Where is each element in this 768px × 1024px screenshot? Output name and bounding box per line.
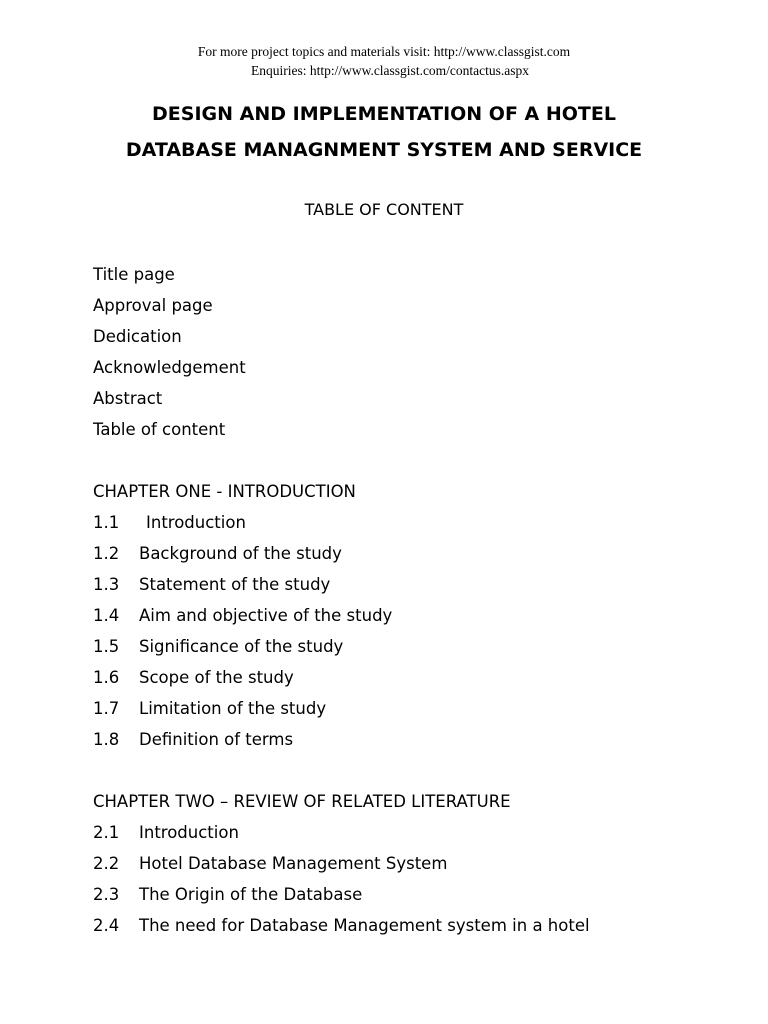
item-number: 2.4 <box>93 916 120 935</box>
page-header <box>0 42 768 80</box>
spacer <box>93 755 733 786</box>
toc-item <box>93 569 733 600</box>
title-line-2: DATABASE MANAGNMENT SYSTEM AND SERVICE <box>125 139 643 161</box>
item-number: 1.4 <box>93 606 120 625</box>
item-number: 1.6 <box>93 668 120 687</box>
chapter-two-heading: CHAPTER TWO – REVIEW OF RELATED LITERATURE <box>93 792 511 811</box>
item-number: 2.2 <box>93 854 120 873</box>
item-number: 2.3 <box>93 885 120 904</box>
item-number: 1.5 <box>93 637 120 656</box>
item-number: 1.2 <box>93 544 120 563</box>
toc-body <box>93 259 733 941</box>
toc-entry: Dedication <box>93 327 182 346</box>
chapter-one-heading: CHAPTER ONE - INTRODUCTION <box>93 482 356 501</box>
toc-item <box>93 631 733 662</box>
item-number: 1.1 <box>93 513 120 532</box>
toc-item <box>93 507 733 538</box>
toc-item <box>93 848 733 879</box>
item-text: Statement of the study <box>139 575 331 594</box>
item-number: 1.7 <box>93 699 120 718</box>
item-text: The need for Database Management system in a hotel <box>139 916 590 935</box>
toc-item <box>93 724 733 755</box>
toc-item <box>93 910 733 941</box>
toc-item <box>93 817 733 848</box>
item-text: Hotel Database Management System <box>139 854 448 873</box>
toc-entry: Abstract <box>93 389 163 408</box>
toc-item <box>93 693 733 724</box>
header-line-enquiries: Enquiries: http://www.classgist.com/contactus.aspx <box>250 63 530 78</box>
toc-heading-text: TABLE OF CONTENT <box>304 200 464 219</box>
toc-item <box>93 662 733 693</box>
toc-entry: Table of content <box>93 420 226 439</box>
item-text: Scope of the study <box>139 668 294 687</box>
toc-item <box>93 538 733 569</box>
item-text: Limitation of the study <box>139 699 327 718</box>
item-text: The Origin of the Database <box>139 885 363 904</box>
toc-item <box>93 600 733 631</box>
item-text: Definition of terms <box>139 730 294 749</box>
item-number: 2.1 <box>93 823 120 842</box>
item-text: Background of the study <box>139 544 342 563</box>
toc-entry: Acknowledgement <box>93 358 246 377</box>
item-number: 1.8 <box>93 730 120 749</box>
item-text: Significance of the study <box>139 637 344 656</box>
item-text: Introduction <box>146 513 246 532</box>
item-text: Introduction <box>139 823 239 842</box>
toc-heading <box>0 200 768 220</box>
toc-item <box>93 879 733 910</box>
item-text: Aim and objective of the study <box>139 606 393 625</box>
document-title <box>0 96 768 168</box>
toc-entry: Approval page <box>93 296 213 315</box>
spacer <box>93 445 733 476</box>
toc-entry: Title page <box>93 265 175 284</box>
item-number: 1.3 <box>93 575 120 594</box>
title-line-1: DESIGN AND IMPLEMENTATION OF A HOTEL <box>152 103 616 125</box>
header-line-website: For more project topics and materials visit: http://www.classgist.com <box>197 44 571 59</box>
